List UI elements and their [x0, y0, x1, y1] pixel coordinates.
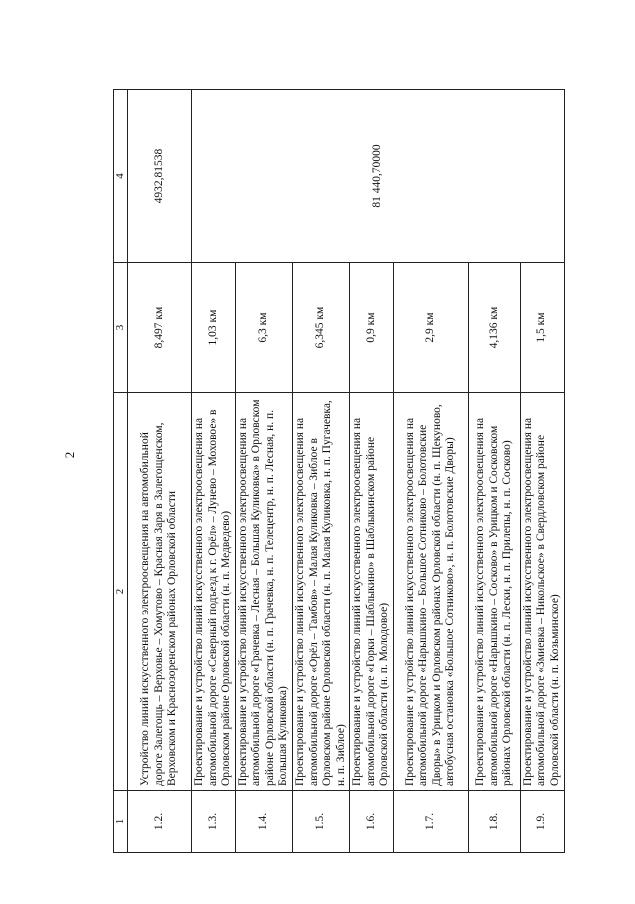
project-length: 8,497 км: [128, 263, 192, 393]
row-number: 1.6.: [350, 791, 394, 853]
project-name: Проектирование и устройство линий искусственного электроосвещения на автомобильной дороге «Нарышкино – Сосково» в Урицком и Сосковском районах Орловской области (н. п. Лески, н. п. Прилепы, н. п. Сосково): [468, 393, 520, 791]
lighting-projects-table: [113, 89, 565, 853]
project-name: Проектирование и устройство линий искусственного электроосвещения на автомобильной дороге «Северный подъезд к г. Орёл» – Лунево – Моховое» в Орловском районе Орловской области (н. п. Медведево): [192, 393, 236, 791]
row-number: 1.2.: [128, 791, 192, 853]
row-number: 1.4.: [235, 791, 292, 853]
table-row: [192, 90, 236, 853]
table-row: [128, 90, 192, 853]
project-name: Проектирование и устройство линий искусственного электроосвещения на автомобильной дороге «Грачевка – Лесная – Большая Куликовка» в Орловском районе Орловской области (н. п. Грачевка, н. п. Телецентр, н. п. Лесная, н. п. Большая Куликовка): [235, 393, 292, 791]
amount-cell: 4932,81538: [128, 90, 192, 263]
row-number: 1.9.: [520, 791, 564, 853]
row-number: 1.3.: [192, 791, 236, 853]
row-number: 1.5.: [292, 791, 349, 853]
header-col-1: 1: [114, 791, 128, 853]
row-number: 1.8.: [468, 791, 520, 853]
project-length: 4,136 км: [468, 263, 520, 393]
project-name: Проектирование и устройство линий искусственного электроосвещения на автомобильной дороге «Нарышкино – Большое Сотниково – Болотовские Дворы» в Урицком и Орловском районах Орловской области (н. п. Щекуново, автобусная остановка «Большое Сотниково», н. п. Болотовские Дворы): [393, 393, 468, 791]
project-name: Устройство линий искусственного электроосвещения на автомобильной дороге Залегощь – Верховье – Хомутово – Красная Заря в Залегощенском, Верховском и Краснозоренском районах Орловской области: [128, 393, 192, 791]
header-col-4: 4: [114, 90, 128, 263]
project-name: Проектирование и устройство линий искусственного электроосвещения на автомобильной дороге «Змиевка – Никольское» в Свердловском районе Орловской области (н. п. Козьминское): [520, 393, 564, 791]
project-length: 0,9 км: [350, 263, 394, 393]
header-row: [114, 90, 128, 853]
header-col-3: 3: [114, 263, 128, 393]
project-length: 6,3 км: [235, 263, 292, 393]
project-length: 6,345 км: [292, 263, 349, 393]
project-name: Проектирование и устройство линий искусственного электроосвещения на автомобильной дороге «Орёл – Тамбов» – Малая Куликовка – Зиблое в Орловском районе Орловской области (н. п. Малая Куликовка, н. п. Пугачевка, н. п. Зиблое): [292, 393, 349, 791]
page-number: 2: [62, 451, 77, 459]
project-length: 1,03 км: [192, 263, 236, 393]
project-length: 2,9 км: [393, 263, 468, 393]
amount-cell-group: 81 440,70000: [192, 90, 565, 263]
project-name: Проектирование и устройство линий искусственного электроосвещения на автомобильной дороге «Горки – Шаблыкино» в Шаблыкинском районе Орловской области (н. п. Молодовое): [350, 393, 394, 791]
header-col-2: 2: [114, 393, 128, 791]
row-number: 1.7.: [393, 791, 468, 853]
project-length: 1,5 км: [520, 263, 564, 393]
rotated-table-wrapper: [113, 90, 561, 853]
